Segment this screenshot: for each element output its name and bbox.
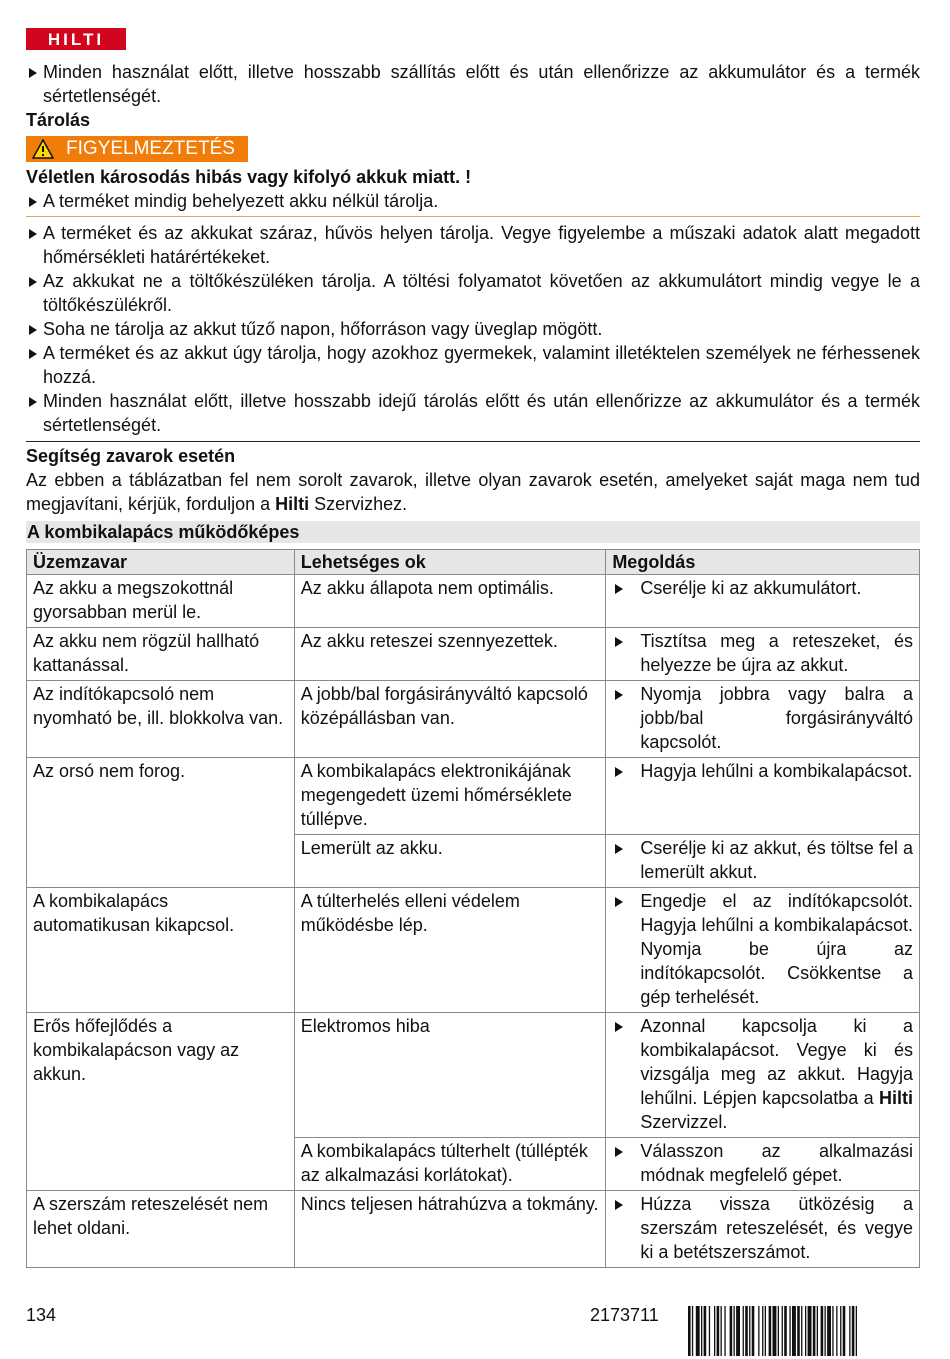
troubleshooting-table [26, 549, 920, 1268]
page-number: 134 [26, 1305, 57, 1325]
table-row [27, 1013, 920, 1138]
solution-text: Válasszon az alkalmazási módnak megfelelő gépet. [612, 1139, 913, 1187]
solution-text: Hagyja lehűlni a kombikalapácsot. [612, 759, 913, 783]
solution-cell [606, 575, 920, 628]
storage-bullet: A terméket és az akkukat száraz, hűvös helyen tárolja. Vegye figyelembe a műszaki adatok alatt megadott hőmérsékleti határértékeket. [26, 221, 920, 269]
cause-cell: Elektromos hiba [294, 1013, 606, 1138]
solution-cell [606, 1013, 920, 1138]
logo-text: HILTI [47, 29, 105, 49]
warning-divider [26, 216, 920, 217]
fault-cell: Az orsó nem forog. [27, 758, 295, 888]
solution-text: Nyomja jobbra vagy balra a jobb/bal forgásirányváltó kapcsolót. [612, 682, 913, 754]
table-row [27, 758, 920, 835]
solution-cell [606, 628, 920, 681]
fault-cell: A szerszám reteszelését nem lehet oldani. [27, 1191, 295, 1268]
document-code: 2173711 [590, 1305, 659, 1325]
help-paragraph [26, 468, 920, 516]
hilti-logo [26, 28, 126, 50]
page-content [26, 60, 920, 1268]
solution-cell [606, 1191, 920, 1268]
fault-cell: Az akku nem rögzül hallható kattanással. [27, 628, 295, 681]
solution-text [612, 1014, 913, 1134]
table-row [27, 628, 920, 681]
solution-cell [606, 758, 920, 835]
table-header-row [27, 550, 920, 575]
table-row [27, 681, 920, 758]
solution-cell [606, 888, 920, 1013]
table-row [27, 1191, 920, 1268]
solution-text: Tisztítsa meg a reteszeket, és helyezze be újra az akkut. [612, 629, 913, 677]
help-text-after: Szervizhez. [309, 494, 408, 514]
solution-text: Cserélje ki az akkumulátort. [612, 576, 913, 600]
solution-text-after: Szervizzel. [640, 1112, 728, 1132]
warning-banner [26, 136, 248, 162]
help-heading: Segítség zavarok esetén [26, 446, 236, 466]
header-solution: Megoldás [606, 550, 920, 575]
header-cause: Lehetséges ok [294, 550, 606, 575]
fault-cell: Erős hőfejlődés a kombikalapácson vagy az akkun. [27, 1013, 295, 1191]
solution-cell [606, 835, 920, 888]
cause-cell: A jobb/bal forgásirányváltó kapcsoló középállásban van. [294, 681, 606, 758]
warning-bullet: A terméket mindig behelyezett akku nélkül tárolja. [26, 189, 920, 213]
solution-text: Cserélje ki az akkut, és töltse fel a lemerült akkut. [612, 836, 913, 884]
storage-heading: Tárolás [26, 110, 91, 130]
cause-cell: A kombikalapács elektronikájának megengedett üzemi hőmérséklete túllépve. [294, 758, 606, 835]
cause-cell: A kombikalapács túlterhelt (túllépték az alkalmazási korlátokat). [294, 1138, 606, 1191]
cause-cell: A túlterhelés elleni védelem működésbe lép. [294, 888, 606, 1013]
warning-title: Véletlen károsodás hibás vagy kifolyó akkuk miatt. ! [26, 167, 472, 187]
table-section-title: A kombikalapács működőképes [26, 521, 920, 543]
intro-bullet: Minden használat előtt, illetve hosszabb szállítás előtt és után ellenőrizze az akkumulátor és a termék sértetlenségét. [26, 60, 920, 108]
fault-cell: Az indítókapcsoló nem nyomható be, ill. blokkolva van. [27, 681, 295, 758]
solution-cell [606, 1138, 920, 1191]
fault-cell: Az akku a megszokottnál gyorsabban merül le. [27, 575, 295, 628]
help-text-before: Az ebben a táblázatban fel nem sorolt zavarok, illetve olyan zavarok esetén, amelyeket saját maga nem tud megjavítani, kérjük, forduljon a [26, 470, 920, 514]
warning-triangle-icon [32, 139, 54, 159]
cause-cell: Az akku reteszei szennyezettek. [294, 628, 606, 681]
help-text-brand: Hilti [275, 494, 310, 514]
table-row [27, 575, 920, 628]
storage-bullet: Minden használat előtt, illetve hosszabb idejű tárolás előtt és után ellenőrizze az akkumulátor és a termék sértetlenségét. [26, 389, 920, 437]
solution-text: Engedje el az indítókapcsolót. Hagyja lehűlni a kombikalapácsot. Nyomja be újra az indítókapcsolót. Csökkentse a gép terhelését. [612, 889, 913, 1009]
fault-cell: A kombikalapács automatikusan kikapcsol. [27, 888, 295, 1013]
cause-cell: Nincs teljesen hátrahúzva a tokmány. [294, 1191, 606, 1268]
warning-label: FIGYELMEZTETÉS [66, 138, 235, 159]
solution-text: Húzza vissza ütközésig a szerszám reteszelését, és vegye ki a betétszerszámot. [612, 1192, 913, 1264]
section-divider [26, 441, 920, 442]
table-row [27, 888, 920, 1013]
header-fault: Üzemzavar [27, 550, 295, 575]
storage-bullet: Az akkukat ne a töltőkészüléken tárolja. A töltési folyamatot követően az akkumulátort mindig vegye le a töltőkészülékről. [26, 269, 920, 317]
barcode-icon [688, 1306, 920, 1356]
solution-cell [606, 681, 920, 758]
cause-cell: Lemerült az akku. [294, 835, 606, 888]
solution-text-brand: Hilti [879, 1088, 913, 1108]
storage-bullet: A terméket és az akkut úgy tárolja, hogy azokhoz gyermekek, valamint illetéktelen személyek ne férhessenek hozzá. [26, 341, 920, 389]
storage-bullet: Soha ne tárolja az akkut tűző napon, hőforráson vagy üveglap mögött. [26, 317, 920, 341]
cause-cell: Az akku állapota nem optimális. [294, 575, 606, 628]
solution-text-before: Azonnal kapcsolja ki a kombikalapácsot. Vegye ki és vizsgálja meg az akkut. Hagyja lehűlni. Lépjen kapcsolatba a [640, 1016, 913, 1108]
